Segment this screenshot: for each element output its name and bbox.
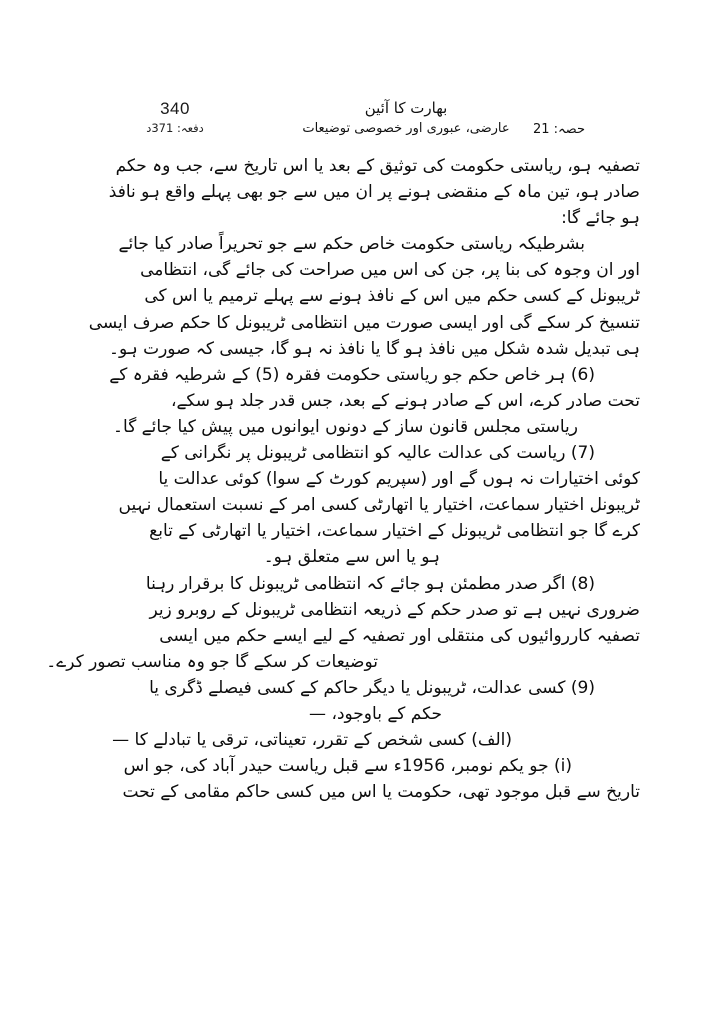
body-line: ہو یا اس سے متعلق ہو۔ xyxy=(263,547,440,568)
body-line-clause-7: (7) ریاست کی عدالت عالیہ کو انتظامی ٹریبونل پر نگرانی کے xyxy=(160,443,595,464)
body-line: توضیعات کر سکے گا جو وہ مناسب تصور کرے۔ xyxy=(46,651,378,672)
part-ref: حصہ: 21 xyxy=(533,122,585,137)
body-line: تنسیخ کر سکے گی اور ایسی صورت میں انتظامی ٹریبونل کا حکم صرف ایسی xyxy=(88,312,640,333)
body-line: تصفیہ ہو، ریاستی حکومت کی توثیق کے بعد یا اس تاریخ سے، جب وہ حکم xyxy=(115,156,640,176)
body-line: ضروری نہیں ہے تو صدر حکم کے ذریعہ انتظامی ٹریبونل کے روبرو زیر xyxy=(149,599,640,620)
header-left xyxy=(140,100,210,136)
body-line: کوئی اختیارات نہ ہوں گے اور (سپریم کورٹ کے سوا) کوئی عدالت یا xyxy=(158,469,640,490)
body-line: صادر ہو، تین ماہ کے منقضی ہونے پر ان میں سے جو بھی پہلے واقع ہو نافذ xyxy=(108,182,640,203)
body-line-subclause-alif: (الف) کسی شخص کے تقرر، تعیناتی، ترقی یا تبادلے کا — xyxy=(112,730,512,751)
body-line: تاریخ سے قبل موجود تھی، حکومت یا اس میں کسی حاکم مقامی کے تحت xyxy=(122,782,640,803)
body-line: بشرطیکہ ریاستی حکومت خاص حکم سے جو تحریراً صادر کیا جائے xyxy=(118,234,585,255)
body-line: کرے گا جو انتظامی ٹریبونل کے اختیار سماعت، اختیار یا اتھارٹی کے تابع xyxy=(149,521,640,542)
body-line: ٹریبونل کے کسی حکم میں اس کے نافذ ہونے سے پہلے ترمیم یا اس کی xyxy=(144,286,640,307)
body-line: ٹریبونل اختیار سماعت، اختیار یا اتھارٹی کسی امر کے نسبت استعمال نہیں xyxy=(118,495,640,516)
body-line: تحت صادر کرے، اس کے صادر ہونے کے بعد، جس قدر جلد ہو سکے، xyxy=(170,390,640,411)
body-line: ہی تبدیل شدہ شکل میں نافذ ہو گا یا نافذ نہ ہو گا، جیسی کہ صورت ہو۔ xyxy=(108,338,640,359)
article-ref: دفعہ: 371د xyxy=(146,121,204,135)
book-title: بھارت کا آئین xyxy=(364,99,448,117)
chapter-subtitle: عارضی، عبوری اور خصوصی توضیعات xyxy=(302,121,510,136)
body-line: حکم کے باوجود، — xyxy=(309,703,442,724)
header-center xyxy=(272,97,540,138)
body-line-clause-6: (6) ہر خاص حکم جو ریاستی حکومت فقرہ (5) کے شرطیہ فقرہ کے xyxy=(109,364,595,385)
body-line: اور ان وجوہ کی بنا پر، جن کی اس میں صراحت کی جائے گی، انتظامی xyxy=(140,260,640,281)
body-line-subclause-i: (i) جو یکم نومبر، 1956ء سے قبل ریاست حیدر آباد کی، جو اس xyxy=(123,756,572,777)
body-line: تصفیہ کارروائیوں کی منتقلی اور تصفیہ کے لیے ایسے حکم میں ایسی xyxy=(159,625,640,646)
page-number: 340 xyxy=(160,99,190,118)
article-text xyxy=(30,153,640,805)
body-line-clause-8: (8) اگر صدر مطمئن ہو جائے کہ انتظامی ٹریبونل کا برقرار رہنا xyxy=(145,573,595,594)
body-line: ہو جائے گا: xyxy=(561,208,640,229)
body-line-clause-9: (9) کسی عدالت، ٹریبونل یا دیگر حاکم کے کسی فیصلے ڈگری یا xyxy=(149,677,595,698)
body-line: ریاستی مجلس قانون ساز کے دونوں ایوانوں میں پیش کیا جائے گا۔ xyxy=(113,416,578,437)
